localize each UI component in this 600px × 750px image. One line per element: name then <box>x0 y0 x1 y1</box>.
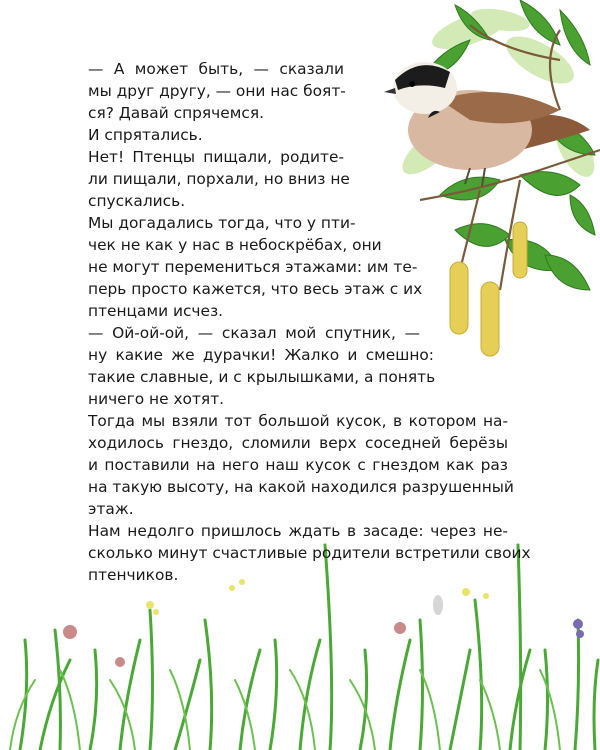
text-line: не могут перемениться этажами: им те- <box>88 258 418 276</box>
text-line: ли пищали, порхали, но вниз не <box>88 170 350 188</box>
text-line: перь просто кажется, что весь этаж с их <box>88 280 423 298</box>
text-line: ну какие же дурачки! Жалко и смешно: <box>88 346 434 364</box>
text-line: — Ой-ой-ой, — сказал мой спутник, — <box>88 324 420 342</box>
text-line: И спрятались. <box>88 126 203 144</box>
text-line: ничего не хотят. <box>88 390 225 408</box>
text-line: чек не как у нас в небоскрёбах, они <box>88 236 382 254</box>
text-line: — А может быть, — сказали <box>88 60 344 78</box>
text-line: спускались. <box>88 192 186 210</box>
text-line: этаж. <box>88 500 134 518</box>
text-line: ся? Давай спрячемся. <box>88 104 264 122</box>
text-line: птенчиков. <box>88 566 179 584</box>
text-line: на такую высоту, на какой находился разрушенный <box>88 478 514 496</box>
text-line: и поставили на него наш кусок с гнездом как раз <box>88 456 508 474</box>
text-line: такие славные, и с крылышками, а понять <box>88 368 436 386</box>
text-line: ходилось гнездо, сломили верх соседней берёзы <box>88 434 508 452</box>
text-line: Мы догадались тогда, что у пти- <box>88 214 356 232</box>
text-line: Нет! Птенцы пищали, родите- <box>88 148 344 166</box>
text-line: сколько минут счастливые родители встретили своих <box>88 544 531 562</box>
text-line: птенцами исчез. <box>88 302 224 320</box>
text-line: Тогда мы взяли тот большой кусок, в котором на- <box>88 412 508 430</box>
text-line: Нам недолго пришлось ждать в засаде: через не- <box>88 522 508 540</box>
text-line: мы друг другу, — они нас боят- <box>88 82 346 100</box>
birch-branch-art <box>395 0 600 356</box>
